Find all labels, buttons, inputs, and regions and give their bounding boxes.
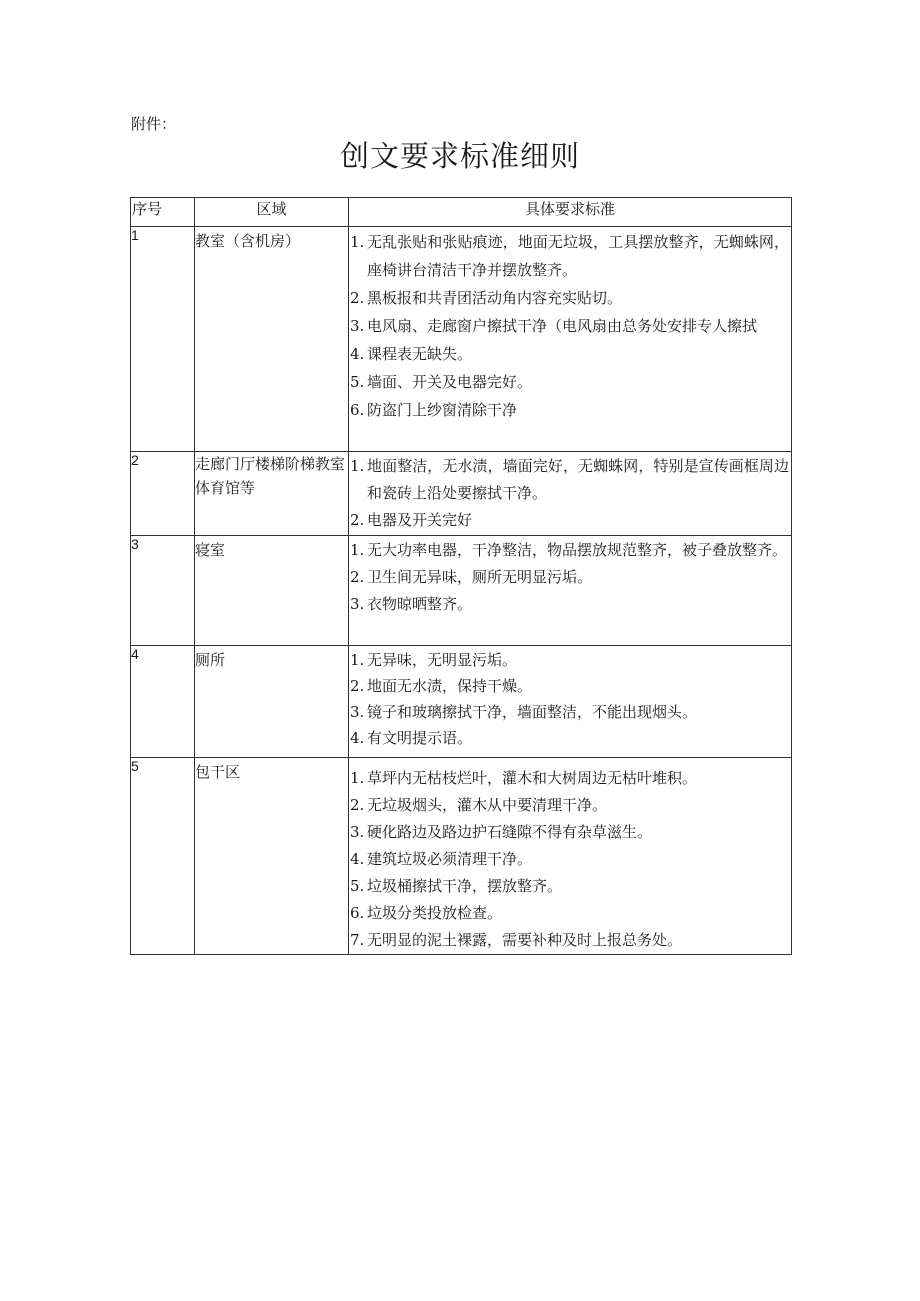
requirement-list	[349, 452, 791, 534]
row-requirements	[349, 646, 792, 758]
row-number: 3	[131, 536, 195, 646]
table-row	[131, 646, 792, 758]
requirement-item: 4. 建筑垃圾必须清理干净。	[350, 850, 533, 868]
table-row	[131, 758, 792, 955]
requirement-item: 4. 课程表无缺失。	[350, 345, 473, 363]
requirement-item: 3. 硬化路边及路边护石缝隙不得有杂草滋生。	[350, 823, 653, 841]
row-area: 寝室	[195, 536, 349, 646]
requirement-list	[349, 758, 791, 954]
requirement-item: 5. 墙面、开关及电器完好。	[350, 373, 533, 391]
requirement-item: 2. 无垃圾烟头，灌木从中要清理干净。	[350, 796, 608, 814]
requirement-item: 1. 无乱张贴和张贴痕迹，地面无垃圾，工具摆放整齐，无蜘蛛网，座椅讲台清洁干净并摆放整齐。	[350, 233, 789, 279]
row-requirements	[349, 227, 792, 452]
row-number: 2	[131, 452, 195, 536]
row-area: 厕所	[195, 646, 349, 758]
row-requirements	[349, 536, 792, 646]
requirement-item: 1. 无大功率电器，干净整洁，物品摆放规范整齐，被子叠放整齐。	[350, 541, 788, 559]
table-row	[131, 452, 792, 536]
row-number: 1	[131, 227, 195, 452]
requirement-list	[349, 227, 791, 424]
requirement-item: 2. 电器及开关完好	[350, 511, 473, 529]
requirement-item: 2. 黑板报和共青团活动角内容充实贴切。	[350, 289, 623, 307]
header-number: 序号	[131, 198, 195, 227]
header-requirements: 具体要求标准	[349, 198, 792, 227]
table-row	[131, 227, 792, 452]
row-area: 走廊门厅楼梯阶梯教室体育馆等	[195, 452, 349, 536]
row-requirements	[349, 452, 792, 536]
attachment-label: 附件：	[131, 115, 177, 133]
requirement-item: 6. 垃圾分类投放检查。	[350, 904, 503, 922]
row-area: 包干区	[195, 758, 349, 955]
row-area: 教室（含机房）	[195, 227, 349, 452]
requirement-item: 5. 垃圾桶擦拭干净，摆放整齐。	[350, 877, 563, 895]
standards-table	[130, 197, 792, 955]
table-row	[131, 536, 792, 646]
table-header-row	[131, 198, 792, 227]
requirement-item: 2. 卫生间无异味，厕所无明显污垢。	[350, 568, 593, 586]
requirement-item: 7. 无明显的泥土裸露，需要补种及时上报总务处。	[350, 931, 683, 949]
requirement-item: 4. 有文明提示语。	[350, 729, 473, 747]
requirement-item: 3. 电风扇、走廊窗户擦拭干净（电风扇由总务处安排专人擦拭	[350, 317, 758, 335]
row-number: 4	[131, 646, 195, 758]
document-title: 创文要求标准细则	[339, 139, 580, 173]
requirement-item: 3. 衣物晾晒整齐。	[350, 595, 473, 613]
row-number: 5	[131, 758, 195, 955]
row-requirements	[349, 758, 792, 955]
requirement-item: 1. 草坪内无枯枝烂叶，灌木和大树周边无枯叶堆积。	[350, 769, 698, 787]
requirement-item: 1. 地面整洁，无水渍，墙面完好，无蜘蛛网，特别是宣传画框周边和瓷砖上沿处要擦拭干净。	[350, 457, 789, 502]
requirement-item: 3. 镜子和玻璃擦拭干净，墙面整洁，不能出现烟头。	[350, 703, 698, 721]
requirement-item: 6. 防盗门上纱窗清除干净	[350, 401, 518, 419]
header-area: 区域	[195, 198, 349, 227]
requirement-list	[349, 646, 791, 751]
requirement-item: 2. 地面无水渍，保持干燥。	[350, 677, 533, 695]
requirement-list	[349, 536, 791, 618]
requirement-item: 1. 无异味，无明显污垢。	[350, 651, 518, 669]
